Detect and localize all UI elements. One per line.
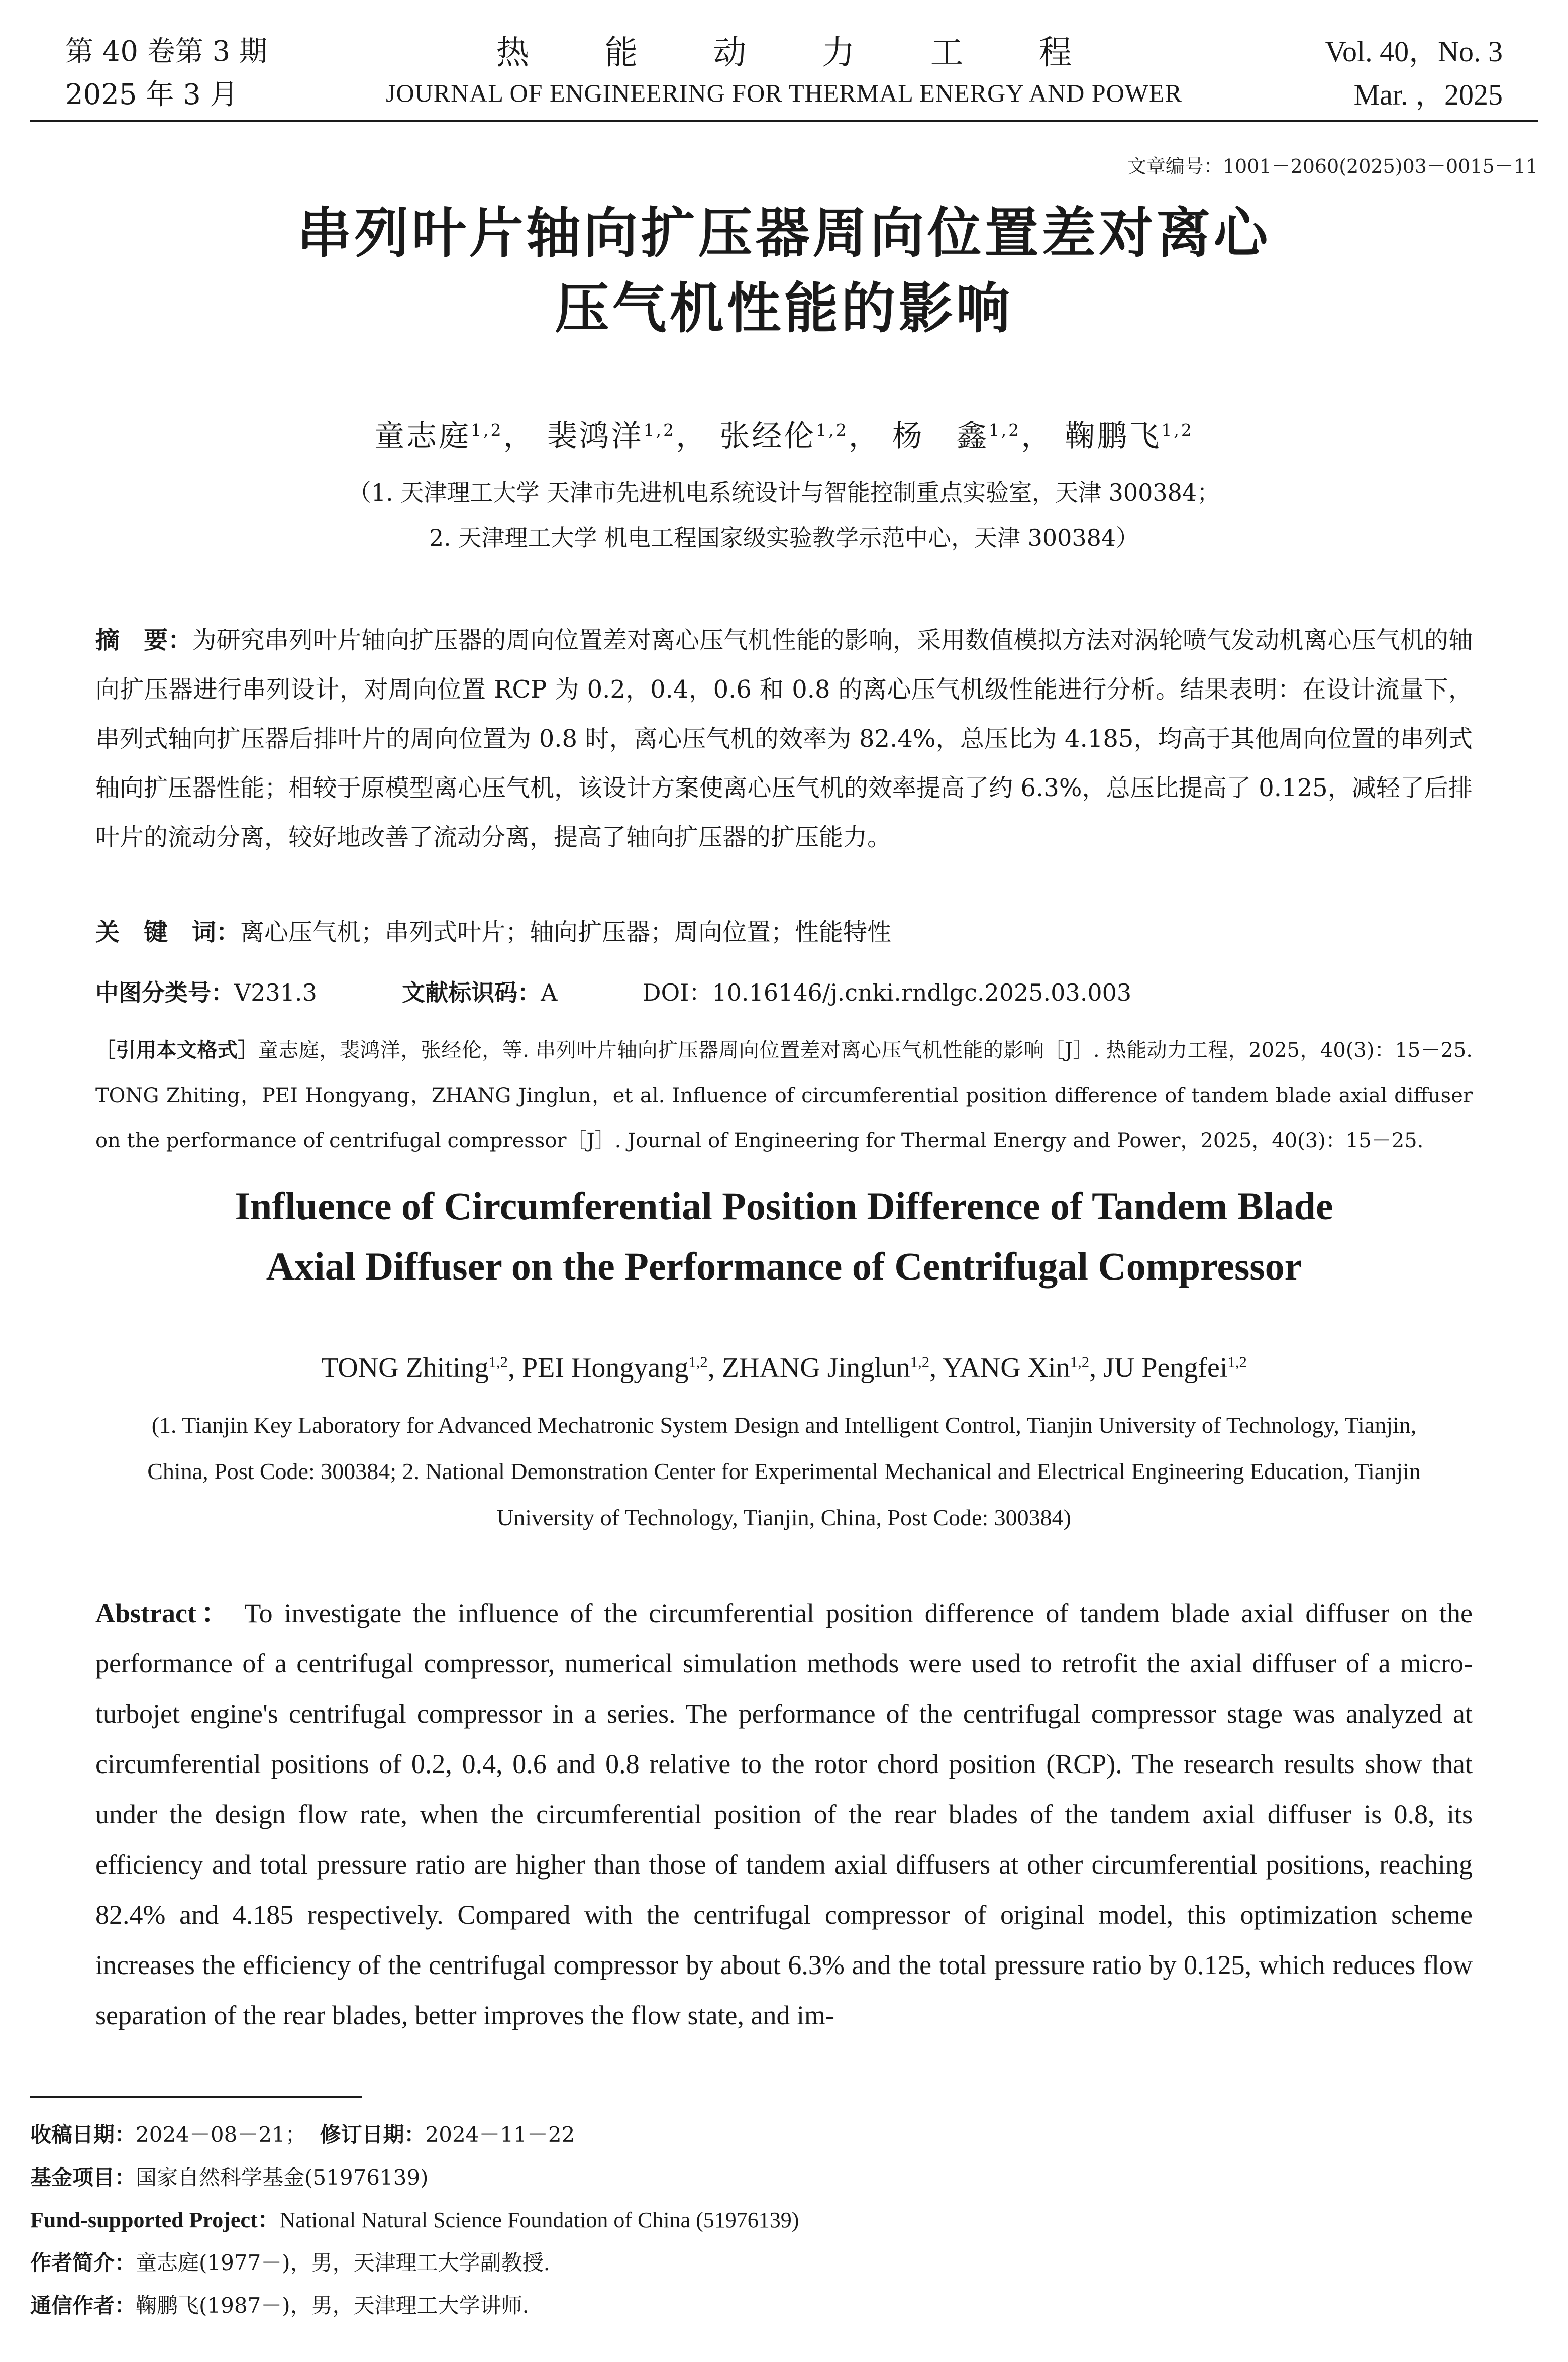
footnote-corresponding xyxy=(30,2284,1538,2327)
affiliation-cn-line: （1. 天津理工大学 天津市先进机电系统设计与智能控制重点实验室，天津 300384； xyxy=(348,479,1220,506)
author-name-en: JU Pengfei xyxy=(1103,1352,1228,1384)
received-date: 2024－08－21； xyxy=(136,2122,306,2147)
doi-label: DOI： xyxy=(642,979,712,1006)
author-affil-sup: 1,2 xyxy=(1070,1353,1090,1371)
footnotes xyxy=(30,2113,1538,2327)
revised-label: 修订日期： xyxy=(320,2122,426,2147)
title-en xyxy=(0,1176,1568,1297)
author-name-en: TONG Zhiting xyxy=(321,1352,489,1384)
abstract-en-text: To investigate the influence of the circumferential position difference of tandem blade axial diffuser on the performance of a centrifugal compressor, numerical simulation methods were used to retrofit the axial diffuser of a micro-turbojet engine's centrifugal compressor in a series. The performance of the centrifugal compressor stage was analyzed at circumferential positions of 0.2, 0.4, 0.6 and 0.8 relative to the rotor chord position (RCP). The research results show that under the design flow rate, when the circumferential position of the rear blades of the tandem axial diffuser is 0.8, its efficiency and total pressure ratio are higher than those of tandem axial diffusers at other circumferential positions, reaching 82.4% and 4.185 respectively. Compared with the centrifugal compressor of original model, this optimization scheme increases the efficiency of the centrifugal compressor by about 6.3% and the total pressure ratio by 0.125, which reduces flow separation of the rear blades, better improves the flow state, and im- xyxy=(95,1598,1473,2030)
author-affil-sup: 1,2 xyxy=(488,1353,508,1371)
author-name-en: YANG Xin xyxy=(943,1352,1070,1384)
header-rule xyxy=(30,120,1538,122)
classification-line xyxy=(95,975,1473,1010)
abstract-cn-text: 为研究串列叶片轴向扩压器的周向位置差对离心压气机性能的影响，采用数值模拟方法对涡轮喷气发动机离心压气机的轴向扩压器进行串列设计，对周向位置 RCP 为 0.2，0.4，0.6 和 0.8 的离心压气机级性能进行分析。结果表明：在设计流量下，串列式轴向扩压器后排叶片的周向位置为 0.8 时，离心压气机的效率为 82.4%，总压比为 4.185，均高于其他周向位置的串列式轴向扩压器性能；相较于原模型离心压气机，该设计方案使离心压气机的效率提高了约 6.3%，总压比提高了 0.125，减轻了后排叶片的流动分离，较好地改善了流动分离，提高了轴向扩压器的扩压能力。 xyxy=(95,626,1473,851)
keywords-cn xyxy=(95,915,1473,950)
header-journal xyxy=(65,30,1503,111)
author-affil-sup: 1,2 xyxy=(643,420,676,440)
received-label: 收稿日期： xyxy=(30,2122,136,2147)
journal-name-cn: 热能动力工程 xyxy=(496,33,1147,72)
doi-link[interactable]: 10.16146/j.cnki.rndlgc.2025.03.003 xyxy=(712,979,1132,1006)
clc-value: V231.3 xyxy=(234,979,317,1006)
header-issue-en xyxy=(1325,30,1503,117)
authors-en: TONG Zhiting$^{1,2}$, PEI Hongyang$^{1,2}$, ZHANG Jinglun$^{1,2}$, YANG Xin$^{1,2}$, JU Pengfei$^{1,2}$ xyxy=(321,1352,1247,1384)
author-affil-sup: 1,2 xyxy=(471,420,503,440)
title-en-line-2: Axial Diffuser on the Performance of Centrifugal Compressor xyxy=(266,1244,1302,1288)
clc-label: 中图分类号： xyxy=(95,979,234,1006)
author-name-en: ZHANG Jinglun xyxy=(721,1352,910,1384)
volume-en: Vol. 40，No. 3 xyxy=(1325,35,1503,68)
date-en: Mar. ，2025 xyxy=(1353,78,1503,111)
issue-cn: 第 40 卷第 3 期 xyxy=(65,35,268,68)
fund-en-label: Fund-supported Project： xyxy=(30,2208,280,2232)
author-name: 张经伦 xyxy=(719,419,816,454)
author-affil-sup: 1,2 xyxy=(1227,1353,1247,1371)
author-affil-sup: 1,2 xyxy=(988,420,1021,440)
keywords-cn-label: 关 键 词： xyxy=(95,918,241,946)
affiliations-en: (1. Tianjin Key Laboratory for Advanced Mechatronic System Design and Intelligent Control, Tianjin University of Technology, Tianjin, China, Post Code: 300384; 2. National Demonstration Center for Experimental Mechanical and Electrical Engineering Education, Tianjin University of Technology, Tianjin, China, Post Code: 300384) xyxy=(147,1412,1421,1530)
article-number: 文章编号：1001－2060(2025)03－0015－11 xyxy=(1127,155,1538,177)
citation-label: ［引用本文格式］ xyxy=(95,1039,258,1062)
abstract-cn-label: 摘 要： xyxy=(95,626,192,654)
author-bio-label: 作者简介： xyxy=(30,2250,136,2275)
journal-name-en: JOURNAL OF ENGINEERING FOR THERMAL ENERGY AND POWER xyxy=(386,79,1182,107)
abstract-en-label: Abstract： xyxy=(95,1598,233,1628)
title-cn xyxy=(0,196,1568,347)
footnote-fund-en xyxy=(30,2199,1538,2241)
fund-cn-text: 国家自然科学基金(51976139) xyxy=(136,2165,429,2190)
revised-date: 2024－11－22 xyxy=(425,2122,575,2147)
abstract-en xyxy=(95,1588,1473,2040)
title-en-line-1: Influence of Circumferential Position Difference of Tandem Blade xyxy=(235,1184,1333,1228)
author-name: 杨 鑫 xyxy=(892,419,989,454)
citation-format xyxy=(95,1028,1473,1163)
keywords-cn-text: 离心压气机；串列式叶片；轴向扩压器；周向位置；性能特性 xyxy=(240,918,892,946)
abstract-cn xyxy=(95,616,1473,862)
doc-code-value: A xyxy=(541,979,558,1006)
author-name: 鞠鹏飞 xyxy=(1065,419,1162,454)
date-cn: 2025 年 3 月 xyxy=(65,78,238,111)
doc-code-label: 文献标识码： xyxy=(402,979,541,1006)
author-bio-text: 童志庭(1977－)，男，天津理工大学副教授. xyxy=(136,2250,551,2275)
author-affil-sup: 1,2 xyxy=(688,1353,708,1371)
journal-header xyxy=(65,30,1503,116)
author-name-en: PEI Hongyang xyxy=(521,1352,689,1384)
affiliation-cn-line: 2. 天津理工大学 机电工程国家级实验教学示范中心，天津 300384） xyxy=(429,524,1139,551)
footnote-dates xyxy=(30,2113,1538,2156)
author-name: 裴鸿洋 xyxy=(547,419,644,454)
fund-en-text: National Natural Science Foundation of China (51976139) xyxy=(279,2208,799,2232)
footnote-fund-cn xyxy=(30,2156,1538,2199)
fund-cn-label: 基金项目： xyxy=(30,2165,136,2190)
citation-text: 童志庭，裴鸿洋，张经伦，等. 串列叶片轴向扩压器周向位置差对离心压气机性能的影响［J］. 热能动力工程，2025，40(3)：15－25. TONG Zhiting，PEI Hongyang，ZHANG Jinglun，et al. Influence of circumferential position difference of tandem blade axial diffuser on the performance of centrifugal compressor［J］. Journal of Engineering for Thermal Energy and Power，2025，40(3)：15－25. xyxy=(95,1039,1473,1152)
author-affil-sup: 1,2 xyxy=(816,420,849,440)
title-cn-line-2: 压气机性能的影响 xyxy=(555,277,1013,340)
title-cn-line-1: 串列叶片轴向扩压器周向位置差对离心 xyxy=(297,202,1271,265)
footnote-rule xyxy=(30,2096,362,2098)
corresponding-label: 通信作者： xyxy=(30,2293,136,2318)
affiliations-cn xyxy=(0,470,1568,560)
corresponding-text: 鞠鹏飞(1987－)，男，天津理工大学讲师. xyxy=(136,2293,530,2318)
author-affil-sup: 1,2 xyxy=(910,1353,930,1371)
author-name: 童志庭 xyxy=(374,419,471,454)
author-affil-sup: 1,2 xyxy=(1161,420,1194,440)
authors-cn: 童志庭$^{1,2}$， 裴鸿洋$^{1,2}$， 张经伦$^{1,2}$， 杨 鑫$^{1,2}$， 鞠鹏飞$^{1,2}$ xyxy=(374,419,1194,454)
footnote-author xyxy=(30,2241,1538,2284)
